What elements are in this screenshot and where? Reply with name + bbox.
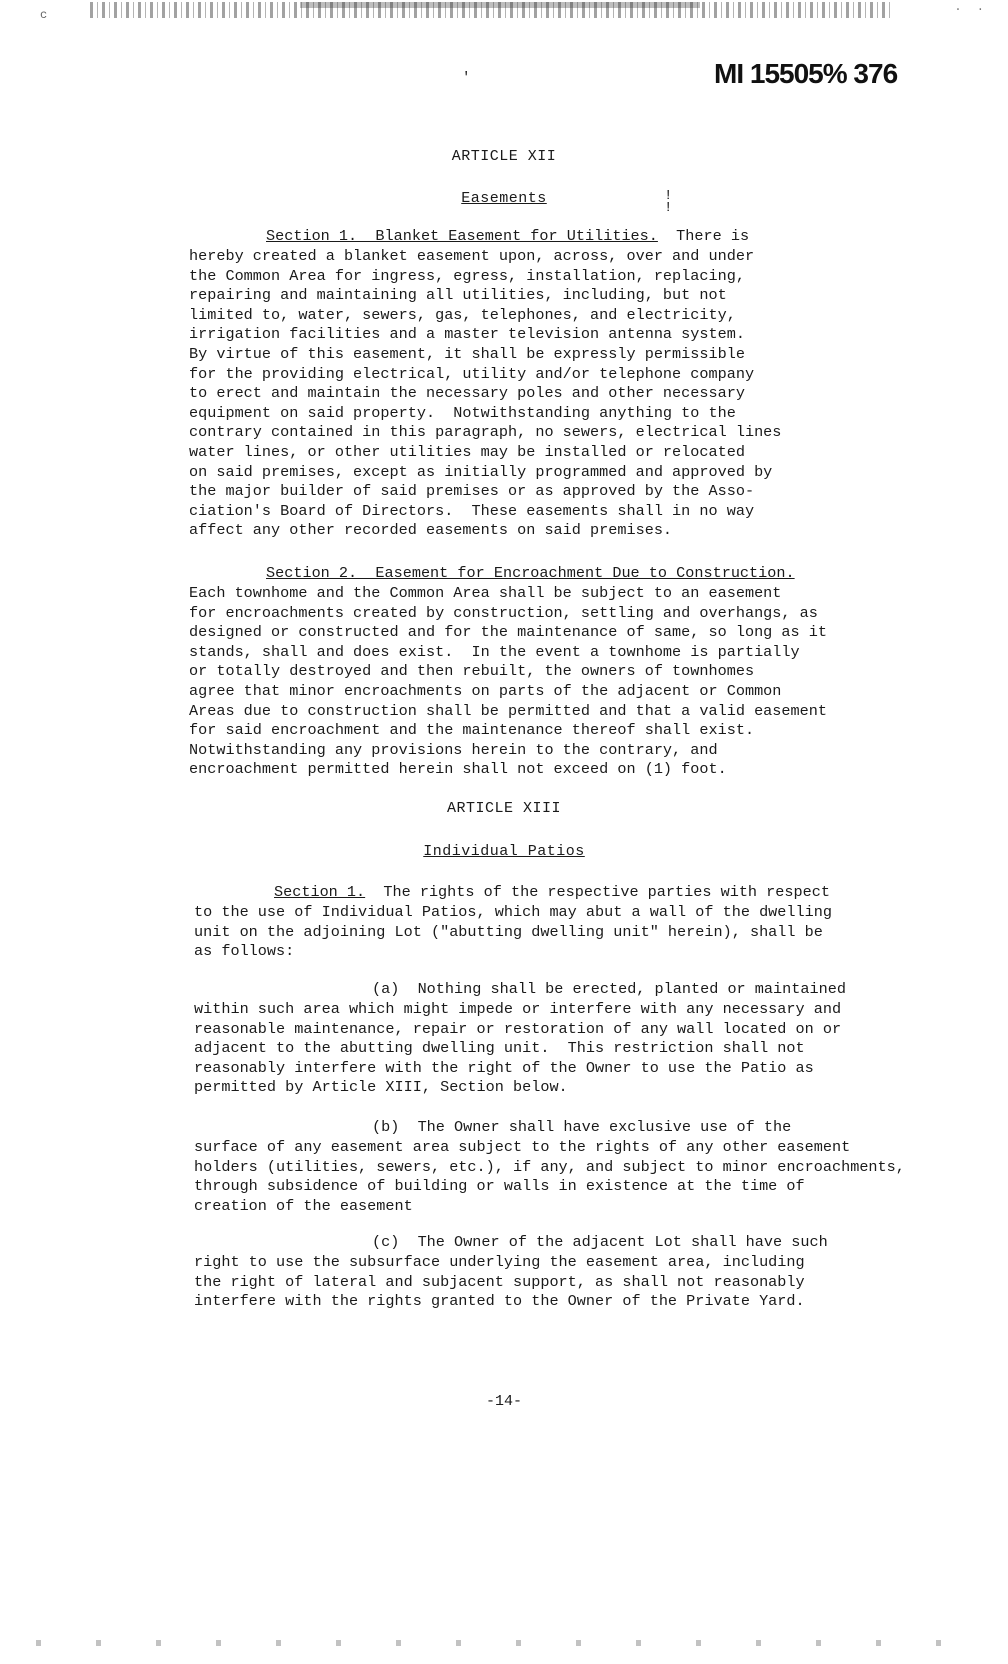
article-12-subtitle-text: Easements	[461, 190, 547, 207]
text-line: agree that minor encroachments on parts of the adjacent or Common	[189, 681, 782, 700]
scan-noise-bottom	[36, 1640, 976, 1646]
scan-mark-right: . .	[954, 0, 988, 14]
clause-c-first: (c) The Owner of the adjacent Lot shall have such	[372, 1233, 828, 1251]
article-13-subtitle-text: Individual Patios	[423, 843, 585, 860]
article-13-subtitle	[0, 843, 1008, 860]
scan-noise-top-band	[300, 2, 700, 8]
article-13-title: ARTICLE XIII	[446, 800, 562, 817]
text-line: Areas due to construction shall be permitted and that a valid easement	[189, 701, 827, 720]
text-line: Each townhome and the Common Area shall be subject to an easement	[189, 584, 782, 602]
text-line: on said premises, except as initially programmed and approved by	[189, 462, 773, 481]
text-line: creation of the easement	[194, 1196, 413, 1215]
a13-s1-heading: Section 1.	[274, 883, 366, 901]
text-line: By virtue of this easement, it shall be expressly permissible	[189, 344, 745, 363]
text-line: designed or constructed and for the maintenance of same, so long as it	[189, 623, 827, 642]
text-line: surface of any easement area subject to the rights of any other easement	[194, 1138, 851, 1156]
clause-c-body	[194, 1253, 805, 1312]
article-12-title: ARTICLE XII	[451, 148, 557, 165]
text-line: to the use of Individual Patios, which may abut a wall of the dwelling	[194, 903, 832, 921]
text-line: limited to, water, sewers, gas, telephones, and electricity,	[189, 305, 736, 324]
text-line: ciation's Board of Directors. These easements shall in no way	[189, 501, 755, 520]
a12-s1-lead	[266, 227, 749, 247]
text-line: permitted by Article XIII, Section below.	[194, 1078, 568, 1097]
article-12-subtitle	[0, 190, 1008, 207]
text-line: contrary contained in this paragraph, no sewers, electrical lines	[189, 423, 782, 442]
text-line: for encroachments created by construction, settling and overhangs, as	[189, 603, 818, 622]
text-line: to erect and maintain the necessary poles and other necessary	[189, 384, 745, 403]
text-line: Notwithstanding any provisions herein to the contrary, and	[189, 740, 718, 759]
text-line: unit on the adjoining Lot ("abutting dwelling unit" herein), shall be	[194, 922, 823, 941]
a12-s2-heading: Section 2. Easement for Encroachment Due to Construction.	[266, 564, 795, 582]
text-line: right to use the subsurface underlying the easement area, including	[194, 1253, 805, 1271]
text-line: equipment on said property. Notwithstanding anything to the	[189, 403, 736, 422]
a12-s2-lead	[266, 564, 795, 584]
text-line: reasonably interfere with the right of the Owner to use the Patio as	[194, 1058, 814, 1077]
text-line: interfere with the rights granted to the Owner of the Private Yard.	[194, 1292, 805, 1311]
clause-b-body	[194, 1138, 905, 1216]
text-line: affect any other recorded easements on said premises.	[189, 521, 673, 540]
document-number: MI 15505% 376	[714, 58, 898, 89]
text-line: repairing and maintaining all utilities, including, but not	[189, 286, 727, 305]
scan-mark-left: c	[40, 8, 48, 22]
a12-s1-lead-tail: There is	[676, 227, 750, 245]
text-line: stands, shall and does exist. In the event a townhome is partially	[189, 642, 800, 661]
a13-s1-body	[194, 903, 832, 962]
text-line: water lines, or other utilities may be installed or relocated	[189, 442, 745, 461]
a13-s1-lead	[274, 883, 830, 903]
text-line: for said encroachment and the maintenance thereof shall exist.	[189, 721, 755, 740]
text-line: for the providing electrical, utility and/or telephone company	[189, 364, 755, 383]
text-line: the right of lateral and subjacent support, as shall not reasonably	[194, 1272, 805, 1291]
a13-s1-first-line: The rights of the respective parties with respect	[383, 883, 830, 901]
text-line: the Common Area for ingress, egress, installation, replacing,	[189, 266, 745, 285]
text-line: irrigation facilities and a master television antenna system.	[189, 325, 745, 344]
text-line: as follows:	[194, 942, 295, 961]
margin-marks: ! !	[664, 188, 673, 216]
clause-b-first: (b) The Owner shall have exclusive use of the	[372, 1118, 792, 1136]
text-line: reasonable maintenance, repair or restoration of any wall located on or	[194, 1019, 842, 1038]
page-number: -14-	[485, 1393, 522, 1410]
a12-s2-body	[189, 584, 827, 780]
text-line: adjacent to the abutting dwelling unit. This restriction shall not	[194, 1039, 805, 1058]
scan-speck: '	[462, 70, 471, 86]
a12-s1-heading: Section 1. Blanket Easement for Utilities.	[266, 227, 658, 245]
text-line: through subsidence of building or walls in existence at the time of	[194, 1177, 805, 1196]
a12-s1-body	[189, 247, 781, 541]
clause-a-first: (a) Nothing shall be erected, planted or maintained	[372, 980, 846, 998]
text-line: within such area which might impede or interfere with any necessary and	[194, 1000, 842, 1018]
text-line: the major builder of said premises or as approved by the Asso-	[189, 482, 755, 501]
text-line: hereby created a blanket easement upon, across, over and under	[189, 247, 755, 265]
text-line: encroachment permitted herein shall not exceed on (1) foot.	[189, 760, 727, 779]
text-line: or totally destroyed and then rebuilt, the owners of townhomes	[189, 662, 755, 681]
text-line: holders (utilities, sewers, etc.), if any, and subject to minor encroachments,	[194, 1157, 905, 1176]
clause-a-body	[194, 1000, 841, 1098]
